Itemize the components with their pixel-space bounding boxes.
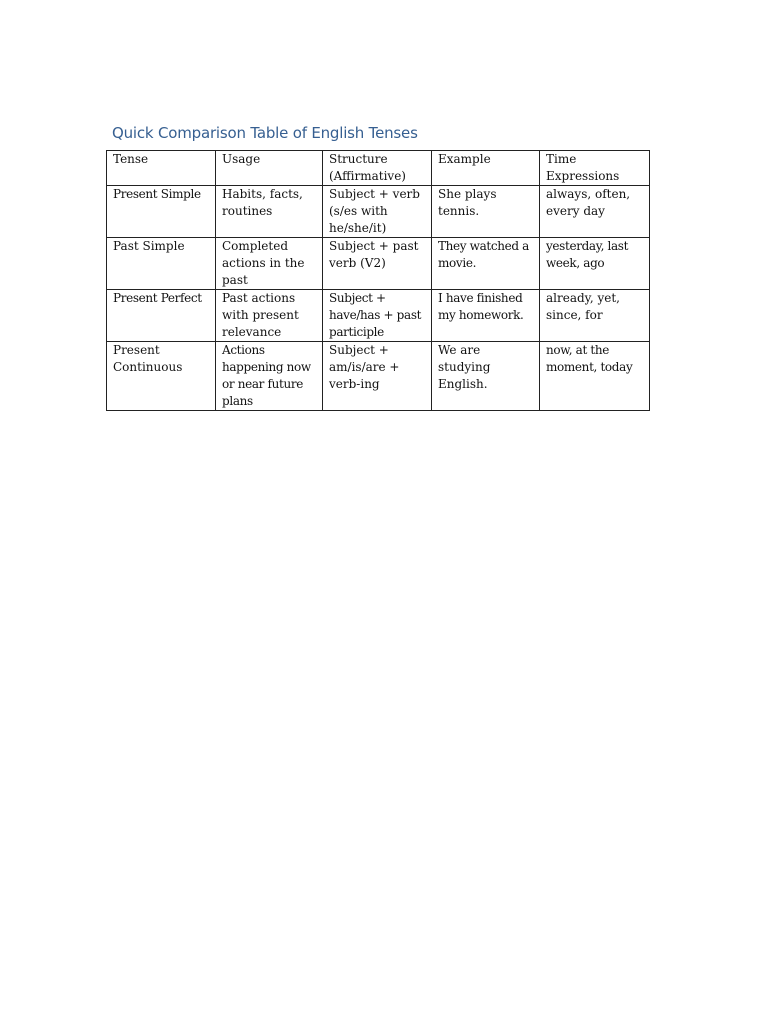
table-row [107, 342, 650, 411]
header-cell [323, 151, 432, 186]
cell-tense: Present Simple [113, 187, 201, 201]
cell-usage: Completed actions in the past [222, 239, 305, 287]
cell-example: We are studying English. [438, 343, 491, 391]
header-example: Example [438, 152, 491, 166]
table-cell [107, 290, 216, 342]
table-row [107, 290, 650, 342]
table-cell [216, 186, 323, 238]
cell-time-expressions: now, at the moment, today [546, 343, 633, 374]
cell-time-expressions: always, often, every day [546, 187, 631, 218]
table-cell [540, 238, 650, 290]
table-row [107, 186, 650, 238]
table-cell [107, 238, 216, 290]
table-cell [432, 342, 540, 411]
table-cell [323, 238, 432, 290]
table-row [107, 238, 650, 290]
cell-structure: Subject + past verb (V2) [329, 239, 419, 270]
cell-tense: Present Perfect [113, 291, 202, 305]
header-time-expressions: Time Expressions [546, 152, 620, 183]
header-structure: Structure (Affirmative) [329, 152, 406, 183]
document-title: Quick Comparison Table of English Tenses [112, 124, 418, 142]
header-usage: Usage [222, 152, 261, 166]
cell-usage: Past actions with present relevance [222, 291, 299, 339]
table-header-row [107, 151, 650, 186]
table-cell [540, 342, 650, 411]
header-cell [216, 151, 323, 186]
table-cell [323, 186, 432, 238]
cell-time-expressions: yesterday, last week, ago [546, 239, 629, 270]
header-tense: Tense [113, 152, 149, 166]
table-cell [540, 290, 650, 342]
cell-structure: Subject + verb (s/es with he/she/it) [329, 187, 420, 235]
table-cell [432, 290, 540, 342]
cell-example: I have finished my homework. [438, 291, 524, 322]
header-cell [540, 151, 650, 186]
cell-example: They watched a movie. [438, 239, 529, 270]
table-cell [216, 290, 323, 342]
table-cell [432, 186, 540, 238]
table-cell [432, 238, 540, 290]
cell-usage: Habits, facts, routines [222, 187, 303, 218]
cell-time-expressions: already, yet, since, for [546, 291, 620, 322]
table-cell [216, 238, 323, 290]
cell-example: She plays tennis. [438, 187, 497, 218]
table-cell [107, 186, 216, 238]
cell-usage: Actions happening now or near future plans [222, 343, 311, 408]
cell-structure: Subject + have/has + past participle [329, 291, 422, 339]
table-cell [323, 290, 432, 342]
cell-tense: Past Simple [113, 239, 185, 253]
cell-tense: Present Continuous [113, 343, 183, 374]
table-cell [540, 186, 650, 238]
cell-structure: Subject + am/is/are + verb-ing [329, 343, 400, 391]
header-cell [107, 151, 216, 186]
table-cell [107, 342, 216, 411]
tense-comparison-table [106, 150, 650, 411]
header-cell [432, 151, 540, 186]
table-cell [323, 342, 432, 411]
table-cell [216, 342, 323, 411]
